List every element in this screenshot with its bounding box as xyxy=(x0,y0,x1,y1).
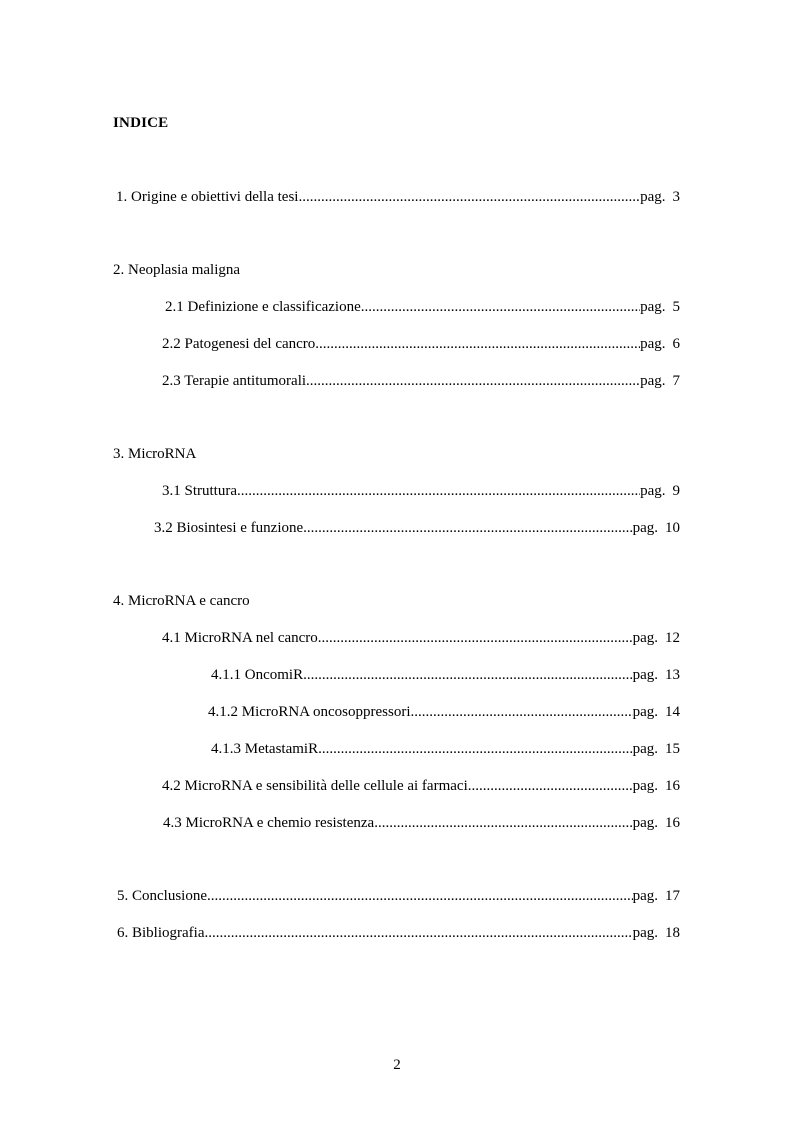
toc-entry-label: 4.1.1 OncomiR xyxy=(211,667,304,683)
toc-entry-label: 1. Origine e obiettivi della tesi xyxy=(116,189,299,205)
dot-leader xyxy=(207,887,633,905)
toc-entry-page-number: 7 xyxy=(672,373,680,389)
toc-entry-2-2[interactable] xyxy=(162,335,680,353)
toc-entry-label: 4.1 MicroRNA nel cancro xyxy=(162,630,318,646)
dot-leader xyxy=(315,335,640,353)
dot-leader xyxy=(237,482,640,500)
toc-entry-page-number: 10 xyxy=(665,520,680,536)
toc-entry-label: 3.2 Biosintesi e funzione xyxy=(154,520,304,536)
toc-entry-page-number: 16 xyxy=(665,815,680,831)
toc-entry-label: 2.2 Patogenesi del cancro xyxy=(162,336,316,352)
toc-entry-4-2[interactable] xyxy=(162,777,680,795)
toc-entry-label: 3.1 Struttura xyxy=(162,483,237,499)
toc-entry-page-prefix: pag. xyxy=(640,483,666,499)
toc-entry-page-number: 17 xyxy=(665,888,680,904)
toc-entry-page-prefix: pag. xyxy=(640,189,666,205)
toc-entry-page-prefix: pag. xyxy=(632,741,658,757)
toc-entry-page-prefix: pag. xyxy=(640,373,666,389)
toc-entry-page-prefix: pag. xyxy=(632,888,658,904)
dot-leader xyxy=(306,372,640,390)
toc-entry-page-prefix: pag. xyxy=(632,815,658,831)
toc-entry-6[interactable] xyxy=(117,924,680,942)
toc-entry-page-prefix: pag. xyxy=(632,778,658,794)
dot-leader xyxy=(374,814,632,832)
toc-entry-page-prefix: pag. xyxy=(640,299,666,315)
dot-leader xyxy=(468,777,633,795)
section-heading-3: 3. MicroRNA xyxy=(113,446,197,462)
toc-entry-page-prefix: pag. xyxy=(640,336,666,352)
dot-leader xyxy=(411,703,633,721)
toc-entry-label: 2.3 Terapie antitumorali xyxy=(162,373,307,389)
dot-leader xyxy=(318,629,633,647)
toc-entry-page-prefix: pag. xyxy=(632,630,658,646)
toc-entry-page-prefix: pag. xyxy=(632,925,658,941)
toc-entry-page-number: 18 xyxy=(665,925,680,941)
toc-entry-page-number: 6 xyxy=(672,336,680,352)
toc-entry-page-number: 5 xyxy=(672,299,680,315)
toc-entry-4-1-2[interactable] xyxy=(208,703,680,721)
toc-entry-1[interactable] xyxy=(116,188,680,206)
dot-leader xyxy=(318,740,633,758)
toc-entry-2-1[interactable] xyxy=(165,298,680,316)
dot-leader xyxy=(204,924,632,942)
footer-page-number: 2 xyxy=(393,1057,401,1073)
toc-entry-page-number: 16 xyxy=(665,778,680,794)
toc-entry-page-number: 3 xyxy=(672,189,680,205)
toc-entry-label: 5. Conclusione xyxy=(117,888,207,904)
toc-entry-page-number: 13 xyxy=(665,667,680,683)
toc-entry-page-number: 15 xyxy=(665,741,680,757)
toc-entry-label: 4.1.3 MetastamiR xyxy=(211,741,319,757)
toc-entry-label: 2.1 Definizione e classificazione xyxy=(165,299,361,315)
toc-entry-5[interactable] xyxy=(117,887,680,905)
toc-entry-4-3[interactable] xyxy=(163,814,680,832)
toc-entry-page-prefix: pag. xyxy=(632,704,658,720)
toc-entry-label: 6. Bibliografia xyxy=(117,925,205,941)
toc-entry-4-1[interactable] xyxy=(162,629,680,647)
toc-entry-4-1-3[interactable] xyxy=(211,740,680,758)
toc-entry-page-number: 9 xyxy=(672,483,680,499)
toc-entry-page-number: 14 xyxy=(665,704,680,720)
dot-leader xyxy=(303,666,632,684)
page-title: INDICE xyxy=(113,115,169,131)
toc-entry-label: 4.1.2 MicroRNA oncosoppressori xyxy=(208,704,411,720)
dot-leader xyxy=(298,188,640,206)
toc-entry-label: 4.2 MicroRNA e sensibilità delle cellule ai farmaci xyxy=(162,778,468,794)
dot-leader xyxy=(361,298,640,316)
toc-entry-page-number: 12 xyxy=(665,630,680,646)
toc-entry-page-prefix: pag. xyxy=(632,520,658,536)
toc-entry-2-3[interactable] xyxy=(162,372,680,390)
toc-entry-page-prefix: pag. xyxy=(632,667,658,683)
toc-entry-label: 4.3 MicroRNA e chemio resistenza xyxy=(163,815,375,831)
toc-entry-3-2[interactable] xyxy=(154,519,680,537)
dot-leader xyxy=(303,519,632,537)
toc-entry-4-1-1[interactable] xyxy=(211,666,680,684)
toc-entry-3-1[interactable] xyxy=(162,482,680,500)
section-heading-2: 2. Neoplasia maligna xyxy=(113,262,241,278)
section-heading-4: 4. MicroRNA e cancro xyxy=(113,593,250,609)
